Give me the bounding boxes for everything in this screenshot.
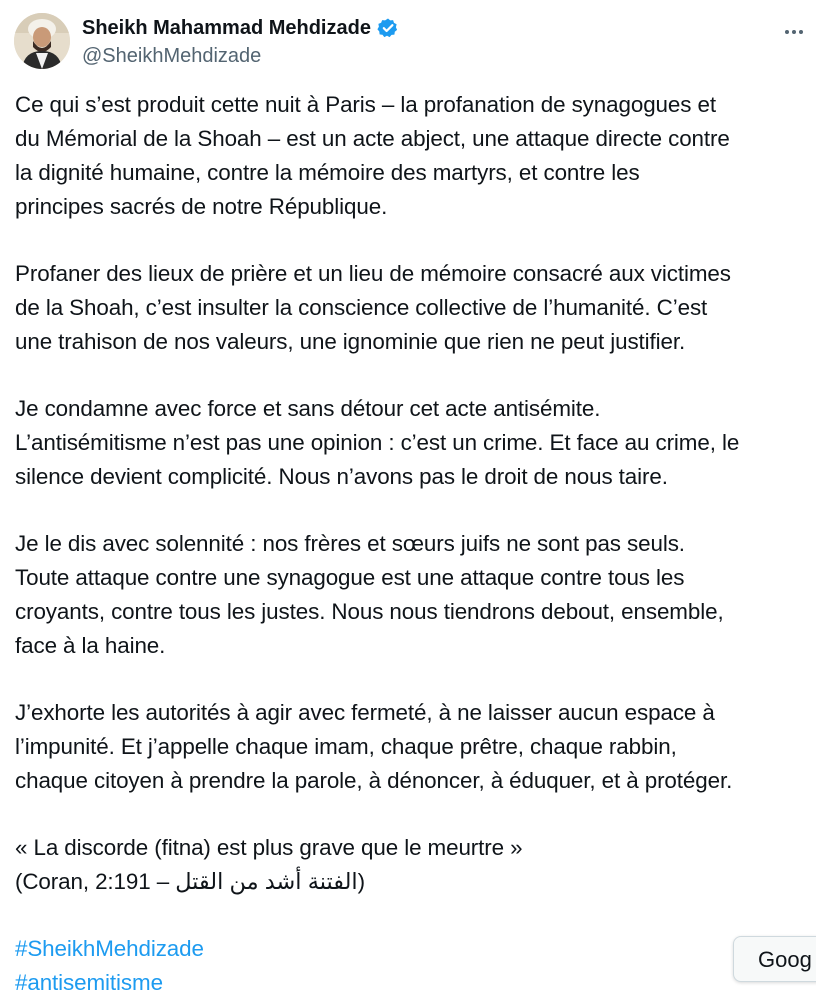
verified-badge-icon[interactable] (377, 17, 399, 39)
author-display-name[interactable]: Sheikh Mahammad Mehdizade (82, 17, 371, 39)
text-line: Ce qui s’est produit cette nuit à Paris – la profanation de synagogues et (15, 92, 716, 117)
text-line: la dignité humaine, contre la mémoire des martyrs, et contre les (15, 160, 640, 185)
text-line: du Mémorial de la Shoah – est un acte abject, une attaque directe contre (15, 126, 730, 151)
tweet-paragraph (15, 527, 815, 663)
author-name-row (82, 14, 399, 42)
text-line: « La discorde (fitna) est plus grave que le meurtre » (15, 835, 523, 860)
text-line: l’impunité. Et j’appelle chaque imam, chaque prêtre, chaque rabbin, (15, 734, 677, 759)
tweet-text (15, 88, 815, 1000)
google-translate-button[interactable]: Goog (733, 936, 816, 982)
text-line: J’exhorte les autorités à agir avec fermeté, à ne laisser aucun espace à (15, 700, 715, 725)
hashtag-link[interactable]: #SheikhMehdizade (15, 936, 204, 961)
more-options-icon[interactable] (782, 20, 806, 44)
tweet-paragraph (15, 88, 815, 224)
tweet-paragraph (15, 392, 815, 494)
text-line: L’antisémitisme n’est pas une opinion : c’est un crime. Et face au crime, le (15, 430, 740, 455)
tweet-quote-paragraph (15, 831, 815, 899)
hashtag-list (15, 932, 815, 1000)
tweet-paragraph (15, 257, 815, 359)
profile-photo (14, 13, 70, 69)
text-line: de la Shoah, c’est insulter la conscience collective de l’humanité. C’est (15, 295, 708, 320)
text-line: Profaner des lieux de prière et un lieu de mémoire consacré aux victimes (15, 261, 731, 286)
text-line: silence devient complicité. Nous n’avons pas le droit de nous taire. (15, 464, 668, 489)
text-line: croyants, contre tous les justes. Nous nous tiendrons debout, ensemble, (15, 599, 724, 624)
text-line: principes sacrés de notre République. (15, 194, 388, 219)
tweet-paragraph (15, 696, 815, 798)
author-avatar[interactable] (14, 13, 70, 69)
text-line: (Coran, 2:191 – الفتنة أشد من القتل) (15, 869, 365, 894)
hashtag-link[interactable]: #antisemitisme (15, 970, 163, 995)
text-line: chaque citoyen à prendre la parole, à dénoncer, à éduquer, et à protéger. (15, 768, 733, 793)
text-line: Je le dis avec solennité : nos frères et sœurs juifs ne sont pas seuls. (15, 531, 685, 556)
author-handle[interactable]: @SheikhMehdizade (82, 45, 262, 67)
tweet-header (14, 12, 816, 72)
text-line: Toute attaque contre une synagogue est une attaque contre tous les (15, 565, 685, 590)
text-line: face à la haine. (15, 633, 166, 658)
text-line: une trahison de nos valeurs, une ignominie que rien ne peut justifier. (15, 329, 686, 354)
text-line: Je condamne avec force et sans détour cet acte antisémite. (15, 396, 601, 421)
